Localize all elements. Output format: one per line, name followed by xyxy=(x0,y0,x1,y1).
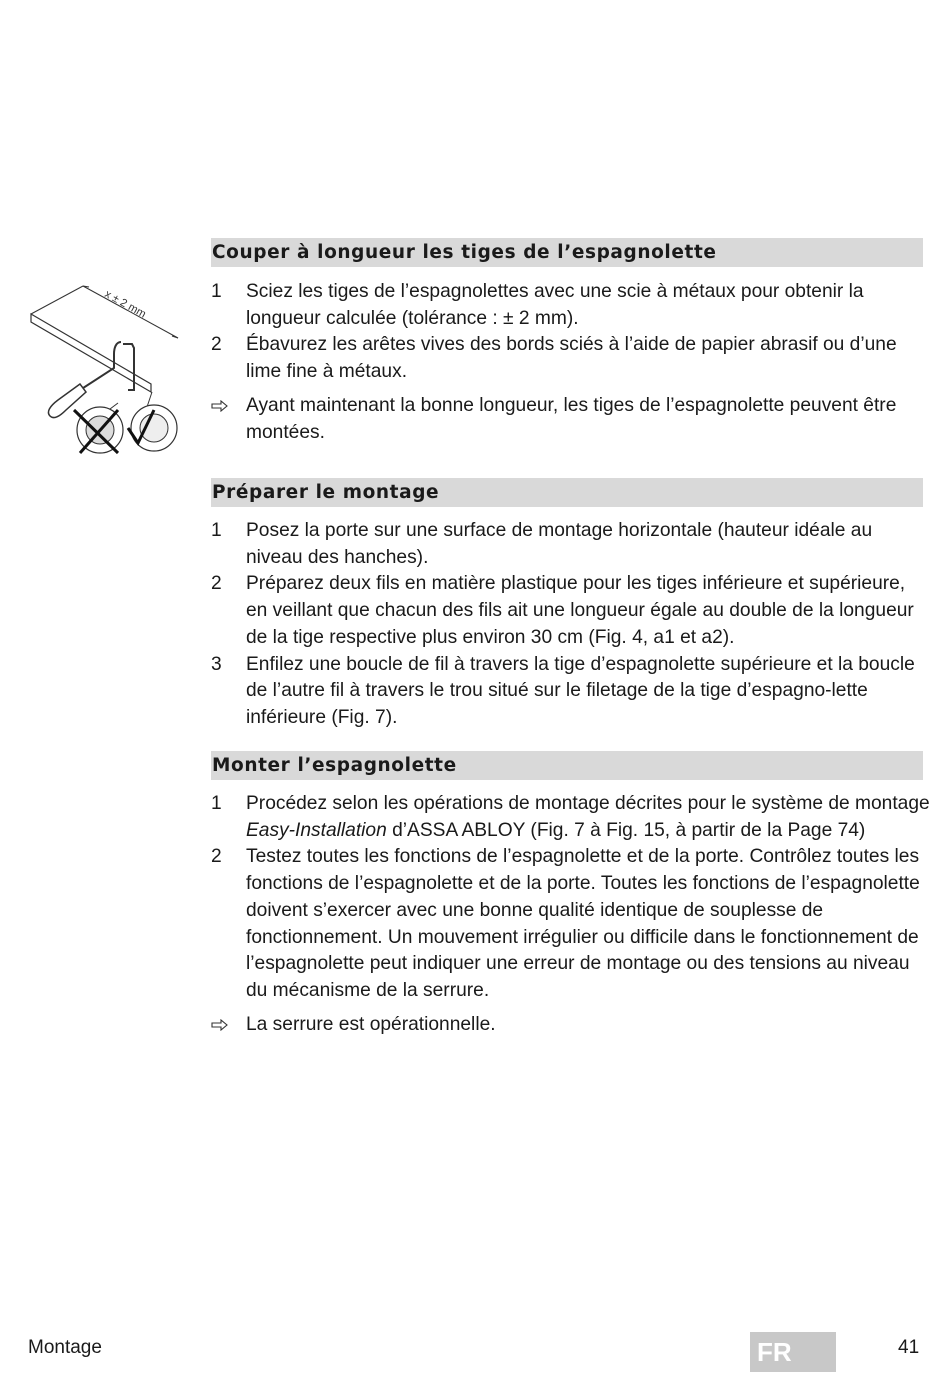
list-item xyxy=(211,571,931,651)
step-number: 1 xyxy=(211,520,222,541)
step-text: Sciez les tiges de l’espagnolettes avec une scie à métaux pour obtenir la longueur calculée (tolérance : ± 2 mm). xyxy=(246,281,864,329)
result-arrow-icon xyxy=(211,400,229,412)
step-text: Posez la porte sur une surface de montage horizontale (hauteur idéale au niveau des hanches). xyxy=(246,520,873,568)
step-number: 2 xyxy=(211,846,222,868)
result-text: Ayant maintenant la bonne longueur, les tiges de l’espagnolette peuvent être montées. xyxy=(246,394,897,443)
list-item xyxy=(211,791,931,844)
footer-section-name: Montage xyxy=(28,1337,102,1358)
step-text-italic: Easy-Installation xyxy=(246,819,387,841)
prepare-steps xyxy=(211,518,931,732)
step-text: Préparez deux fils en matière plastique pour les tiges inférieure et supérieure, en veillant que chacun des fils ait une longueur égale au double de la longueur de la tige respective plus environ 30 cm (Fig. 4, a1 et a2). xyxy=(246,573,914,648)
dimension-label: x ± 2 mm xyxy=(102,288,148,321)
result-item xyxy=(211,393,931,446)
list-item xyxy=(211,279,931,332)
mount-steps xyxy=(211,791,931,1038)
step-text: Ébavurez les arêtes vives des bords sciés à l’aide de papier abrasif ou d’une lime fine à métaux. xyxy=(246,334,897,383)
language-badge: FR xyxy=(750,1332,836,1372)
result-text: La serrure est opérationnelle. xyxy=(246,1013,496,1035)
list-item xyxy=(211,332,931,385)
section-heading-cut-rods: Couper à longueur les tiges de l’espagnolette xyxy=(211,238,923,267)
list-item xyxy=(211,652,931,732)
list-item xyxy=(211,844,931,1004)
step-text: Testez toutes les fonctions de l’espagnolette et de la porte. Contrôlez toutes les fonctions de l’espagnolette et de la porte. Toutes les fonctions de l’espagnolette doivent s’exercer avec une bonne qualité identique de souplesse de fonctionnement. Un mouvement irrégulier ou difficile dans le fonctionnement de l’espagnolette peut indiquer une erreur de montage ou des tensions au niveau du mécanisme de la serrure. xyxy=(246,846,920,1001)
step-number: 2 xyxy=(211,334,222,356)
list-item xyxy=(211,518,931,571)
step-text: Procédez selon les opérations de montage décrites pour le système de montage xyxy=(246,793,930,814)
step-number: 3 xyxy=(211,653,222,675)
step-number: 1 xyxy=(211,793,222,814)
cut-rods-steps xyxy=(211,279,931,446)
step-number: 1 xyxy=(211,281,222,302)
step-text: Enfilez une boucle de fil à travers la tige d’espagnolette supérieure et la boucle de l’autre fil à travers le trou situé sur le filetage de la tige d’espagno-lette inférieure (Fig. 7). xyxy=(246,653,915,728)
page-number: 41 xyxy=(898,1337,920,1358)
section-heading-prepare: Préparer le montage xyxy=(211,478,923,507)
step-number: 2 xyxy=(211,573,222,595)
result-item xyxy=(211,1012,931,1039)
section-heading-mount: Monter l’espagnolette xyxy=(211,751,923,780)
step-text: d’ASSA ABLOY (Fig. 7 à Fig. 15, à partir de la Page 74) xyxy=(386,819,866,841)
hacksaw-cutting-illustration xyxy=(28,278,188,458)
result-arrow-icon xyxy=(211,1019,229,1031)
